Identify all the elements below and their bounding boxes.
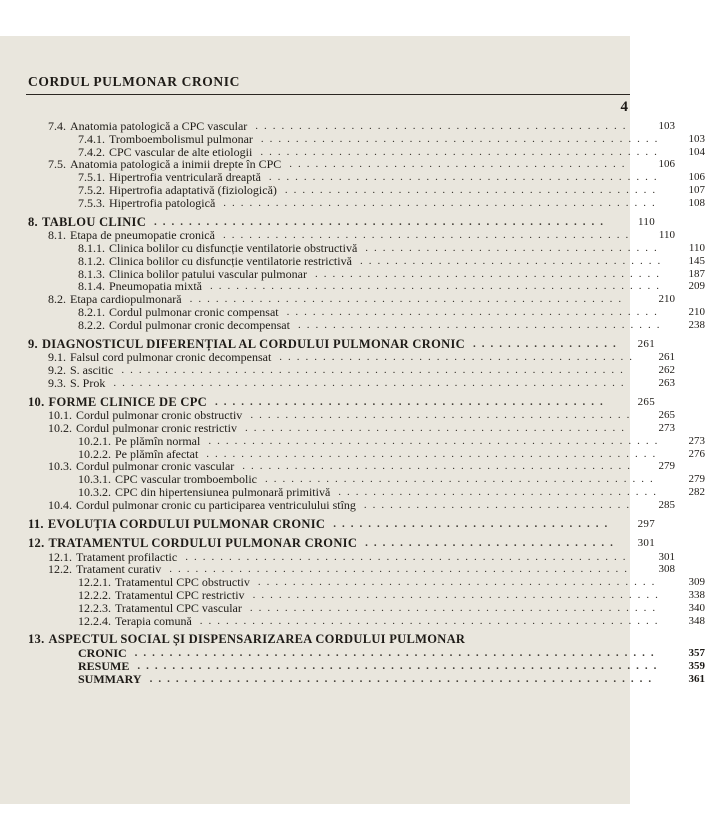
toc-page-number: 238 <box>688 318 705 331</box>
toc-entry-title: Tratamentul CPC restrictiv <box>115 588 245 603</box>
toc-entry-number: 10.4. <box>48 497 72 512</box>
toc-entry <box>78 615 708 628</box>
toc-page-number: 285 <box>658 498 675 511</box>
toc-page-number: 106 <box>658 158 675 171</box>
toc-entry-number: 8.1.2. <box>78 253 105 268</box>
toc-leader-dots: .......................................... <box>297 318 666 331</box>
toc-entry-title: CRONIC <box>78 646 127 661</box>
toc-leader-dots: ............................................................ <box>137 659 663 672</box>
toc-entry-title: Hipertrofia adaptativă (fiziologică) <box>109 182 277 197</box>
toc-page-number: 104 <box>688 145 705 158</box>
toc-entry-title: Cordul pulmonar cronic compensat <box>109 304 279 319</box>
toc-page-number: 301 <box>637 537 655 550</box>
toc-entry-title: Cordul pulmonar cronic decompensat <box>109 317 290 332</box>
toc-entry-number: 7.5.2. <box>78 182 105 197</box>
toc-entry-number: 8.1. <box>48 228 66 243</box>
toc-page-number: 103 <box>688 132 705 145</box>
toc-entry-title: Clinica bolilor cu disfuncție ventilatorie restrictivă <box>109 253 352 268</box>
toc-page-number: 103 <box>658 120 675 132</box>
toc-leader-dots: .......................................................... <box>121 363 629 376</box>
toc-entry-title: Tratament curativ <box>76 562 162 577</box>
toc-page-number: 187 <box>688 267 705 280</box>
toc-entry-number: 12.2. <box>48 562 72 577</box>
toc-entry-title: Tromboembolismul pulmonar <box>109 131 253 146</box>
toc-leader-dots: ....................................... <box>289 158 631 171</box>
toc-leader-dots: ............................................................ <box>134 647 660 660</box>
toc-page-number: 338 <box>688 589 705 602</box>
toc-page-number: 357 <box>688 647 705 660</box>
toc-entry-number: 10.2.2. <box>78 446 111 461</box>
toc-leader-dots: ........................................ <box>314 267 665 280</box>
toc-page-number: 273 <box>688 434 705 447</box>
toc-entry-title: Cordul pulmonar cronic obstructiv <box>76 408 243 423</box>
toc-chapter <box>28 337 658 352</box>
toc-entry-number: 12.2.3. <box>78 600 111 615</box>
toc-page-number: 107 <box>688 183 705 196</box>
toc-entry-title: Anatomia patologică a CPC vascular <box>70 119 248 133</box>
toc-leader-dots: ................................................... <box>185 550 632 563</box>
toc-entry-title: Etapa de pneumopatie cronică <box>70 228 215 243</box>
toc-entry-title: ASPECTUL SOCIAL ȘI DISPENSARIZAREA CORDULUI PULMONAR <box>48 632 466 647</box>
toc-page-number: 110 <box>688 241 705 254</box>
toc-page-number: 309 <box>688 576 705 589</box>
toc-page-number: 273 <box>658 421 675 434</box>
toc-page-number: 308 <box>658 563 675 576</box>
toc-entry <box>78 242 708 255</box>
toc-leader-dots: .............................................. <box>260 132 664 145</box>
toc-leader-dots: ................. <box>472 337 622 350</box>
table-of-contents <box>0 119 705 686</box>
toc-entry-number: 10.3. <box>48 459 72 474</box>
toc-entry-title: FORME CLINICE DE CPC <box>48 394 207 409</box>
toc-entry-number: 9.1. <box>48 350 66 365</box>
toc-leader-dots: ............................................ <box>244 421 630 434</box>
toc-leader-dots: ..................................................... <box>169 563 633 576</box>
toc-entry <box>48 351 678 364</box>
toc-leader-dots: ..................................................... <box>199 614 664 627</box>
toc-entry-title: RESUME <box>78 658 130 673</box>
toc-entry <box>78 184 708 197</box>
toc-entry-title: Pe plămîn afectat <box>115 446 199 461</box>
toc-chapter <box>28 395 658 410</box>
toc-leader-dots: ............................................. <box>264 473 659 486</box>
toc-entry-title: Tratamentul CPC vascular <box>115 600 242 615</box>
toc-entry-number: 12.1. <box>48 549 72 564</box>
toc-leader-dots: ............................................. <box>214 395 609 408</box>
toc-leader-dots: ............................................... <box>249 601 662 614</box>
toc-page-number: 340 <box>688 601 705 614</box>
toc-entry <box>78 319 708 332</box>
toc-chapter <box>28 517 658 532</box>
toc-entry-title: Terapia comună <box>115 613 192 628</box>
toc-entry-number: 7.4.1. <box>78 131 105 146</box>
toc-leader-dots: ..................................... <box>338 485 663 498</box>
toc-page-number: 348 <box>688 614 705 627</box>
toc-page-number: 209 <box>688 280 705 293</box>
toc-leader-dots: ........................................... <box>255 120 632 132</box>
toc-leader-dots: .............................................. <box>257 576 661 589</box>
toc-page-number: 276 <box>688 447 705 460</box>
toc-entry-number: 8.2. <box>48 292 66 307</box>
toc-leader-dots: ............................. <box>365 537 619 550</box>
toc-leader-dots: .................................. <box>365 241 663 254</box>
toc-entry <box>48 377 678 390</box>
toc-leader-dots: .................................................. <box>223 196 661 209</box>
toc-entry <box>78 486 708 499</box>
toc-leader-dots: .................................................... <box>206 447 662 460</box>
toc-page-number: 261 <box>637 337 655 350</box>
toc-entry-number: 8.1.3. <box>78 266 105 281</box>
toc-entry-number: 11. <box>28 516 44 531</box>
toc-page-number: 301 <box>658 550 675 563</box>
toc-entry-number: 9. <box>28 336 38 351</box>
toc-entry-title: CPC vascular tromboembolic <box>115 472 257 487</box>
toc-leader-dots: ............................................. <box>242 460 637 473</box>
toc-page-number: 262 <box>658 363 675 376</box>
toc-leader-dots: ............................... <box>363 498 636 511</box>
toc-entry-number: 9.2. <box>48 362 66 377</box>
toc-entry-title: DIAGNOSTICUL DIFERENȚIAL AL CORDULUI PULMONAR CRONIC <box>41 336 465 351</box>
toc-entry-title: Clinica bolilor patului vascular pulmonar <box>109 266 307 281</box>
toc-entry <box>78 197 708 210</box>
toc-page-number: 297 <box>637 517 655 530</box>
toc-entry-title: Cordul pulmonar cronic cu participarea ventriculului stîng <box>76 497 356 512</box>
toc-entry <box>78 473 708 486</box>
toc-entry <box>78 435 708 448</box>
toc-entry-title: Tratamentul CPC obstructiv <box>115 575 250 590</box>
toc-page-number: 263 <box>658 376 675 389</box>
toc-leader-dots: .................................................... <box>209 280 665 293</box>
toc-entry <box>78 255 708 268</box>
toc-entry-title: Pneumopatia mixtă <box>109 279 202 294</box>
toc-entry-number: 8.2.1. <box>78 304 105 319</box>
toc-page-number: 361 <box>688 672 705 685</box>
toc-entry-number: 10.2.1. <box>78 433 111 448</box>
header-rule <box>26 94 630 95</box>
toc-entry <box>78 589 708 602</box>
toc-entry-number: 10.2. <box>48 420 72 435</box>
toc-entry <box>48 499 678 512</box>
toc-page-number: 145 <box>688 254 705 267</box>
toc-entry-number: 7.5.3. <box>78 195 105 210</box>
toc-page-number: 210 <box>658 293 675 306</box>
toc-entry-title: S. ascitic <box>70 362 114 377</box>
toc-leader-dots: ............................................. <box>268 171 663 184</box>
toc-entry <box>78 647 708 660</box>
toc-entry-number: 7.4.2. <box>78 144 105 159</box>
toc-entry <box>48 120 678 133</box>
toc-leader-dots: ........................................... <box>284 183 662 196</box>
toc-entry-number: 10.3.2. <box>78 484 111 499</box>
toc-entry-title: Hipertrofia patologică <box>109 195 216 210</box>
toc-leader-dots: .................................................... <box>154 215 610 228</box>
toc-entry-number: 8. <box>28 214 38 229</box>
toc-leader-dots: ............................................... <box>252 589 664 602</box>
toc-entry-number: 12.2.1. <box>78 575 111 590</box>
toc-chapter <box>28 536 658 551</box>
toc-leader-dots: .................................................... <box>208 434 664 447</box>
toc-entry <box>48 409 678 422</box>
toc-entry <box>78 133 708 146</box>
toc-entry-number: 13. <box>28 632 45 647</box>
toc-entry-number: 8.1.1. <box>78 240 105 255</box>
toc-chapter <box>28 215 658 230</box>
toc-entry-title: CPC din hipertensiunea pulmonară primitivă <box>115 484 331 499</box>
toc-entry-title: Etapa cardiopulmonară <box>70 292 182 307</box>
toc-entry-title: SUMMARY <box>78 671 142 686</box>
toc-entry-number: 10.1. <box>48 408 72 423</box>
toc-entry-title: CPC vascular de alte etiologii <box>109 144 253 159</box>
toc-entry-number: 10.3.1. <box>78 472 111 487</box>
toc-entry-title: Clinica bolilor cu disfuncție ventilatorie obstructivă <box>109 240 358 255</box>
toc-entry-number: 7.5.1. <box>78 170 105 185</box>
toc-entry-number: 8.2.2. <box>78 317 105 332</box>
toc-entry-number: 10. <box>28 394 45 409</box>
page-number: 4 <box>620 99 628 115</box>
toc-page-number: 265 <box>637 395 655 408</box>
toc-entry-title: S. Prok <box>70 375 106 390</box>
toc-entry <box>48 364 678 377</box>
toc-page-number: 261 <box>658 351 675 364</box>
toc-page-number: 265 <box>658 409 675 422</box>
toc-leader-dots: ............................................... <box>222 229 635 242</box>
toc-entry-title: Hipertrofia ventriculară dreaptă <box>109 170 261 185</box>
toc-entry-title: Cordul pulmonar cronic restrictiv <box>76 420 237 435</box>
toc-leader-dots: ................................... <box>359 254 667 267</box>
toc-entry-number: 12. <box>28 536 45 551</box>
toc-entry-title: EVOLUȚIA CORDULUI PULMONAR CRONIC <box>47 516 326 531</box>
toc-entry <box>78 602 708 615</box>
toc-entry <box>78 660 708 673</box>
toc-page-number: 279 <box>658 460 675 473</box>
toc-leader-dots: .............................................. <box>260 145 663 158</box>
book-page <box>0 36 705 804</box>
toc-page-number: 110 <box>658 229 675 242</box>
toc-entry-title: Anatomia patologică a inimii drepte în CPC <box>70 157 282 172</box>
toc-leader-dots: ........................................................... <box>113 376 630 389</box>
toc-entry-number: 7.4. <box>48 119 66 133</box>
toc-page-number: 282 <box>688 485 705 498</box>
toc-entry <box>78 673 708 686</box>
toc-page-number: 359 <box>688 659 705 672</box>
toc-page-number: 108 <box>688 196 705 209</box>
toc-leader-dots: .......................................................... <box>149 672 658 685</box>
toc-leader-dots: .................................................. <box>189 293 628 306</box>
toc-entry-number: 8.1.4. <box>78 279 105 294</box>
toc-entry <box>48 422 678 435</box>
toc-entry-number: 12.2.2. <box>78 588 111 603</box>
toc-entry-title: TABLOU CLINIC <box>41 214 147 229</box>
toc-leader-dots: ............................................ <box>250 409 636 422</box>
toc-entry-number: 9.3. <box>48 375 66 390</box>
toc-entry-title: TRATAMENTUL CORDULUI PULMONAR CRONIC <box>48 536 358 551</box>
toc-page-number: 210 <box>688 305 705 318</box>
toc-entry-title: Tratament profilactic <box>76 549 178 564</box>
toc-page-number: 106 <box>688 171 705 184</box>
toc-entry-number: 12.2.4. <box>78 613 111 628</box>
toc-page-number: 110 <box>638 215 655 228</box>
toc-entry <box>78 306 708 319</box>
toc-entry-title: Pe plămîn normal <box>115 433 201 448</box>
toc-entry-title: Cordul pulmonar cronic vascular <box>76 459 235 474</box>
toc-entry-number: 7.5. <box>48 157 66 172</box>
toc-chapter <box>28 632 658 647</box>
toc-entry-title: Falsul cord pulmonar cronic decompensat <box>70 350 272 365</box>
toc-page-number: 279 <box>688 473 705 486</box>
running-header: CORDUL PULMONAR CRONIC <box>28 74 240 89</box>
toc-leader-dots: ................................ <box>333 517 614 530</box>
toc-leader-dots: ......................................... <box>279 351 639 364</box>
toc-leader-dots: ........................................... <box>286 305 663 318</box>
